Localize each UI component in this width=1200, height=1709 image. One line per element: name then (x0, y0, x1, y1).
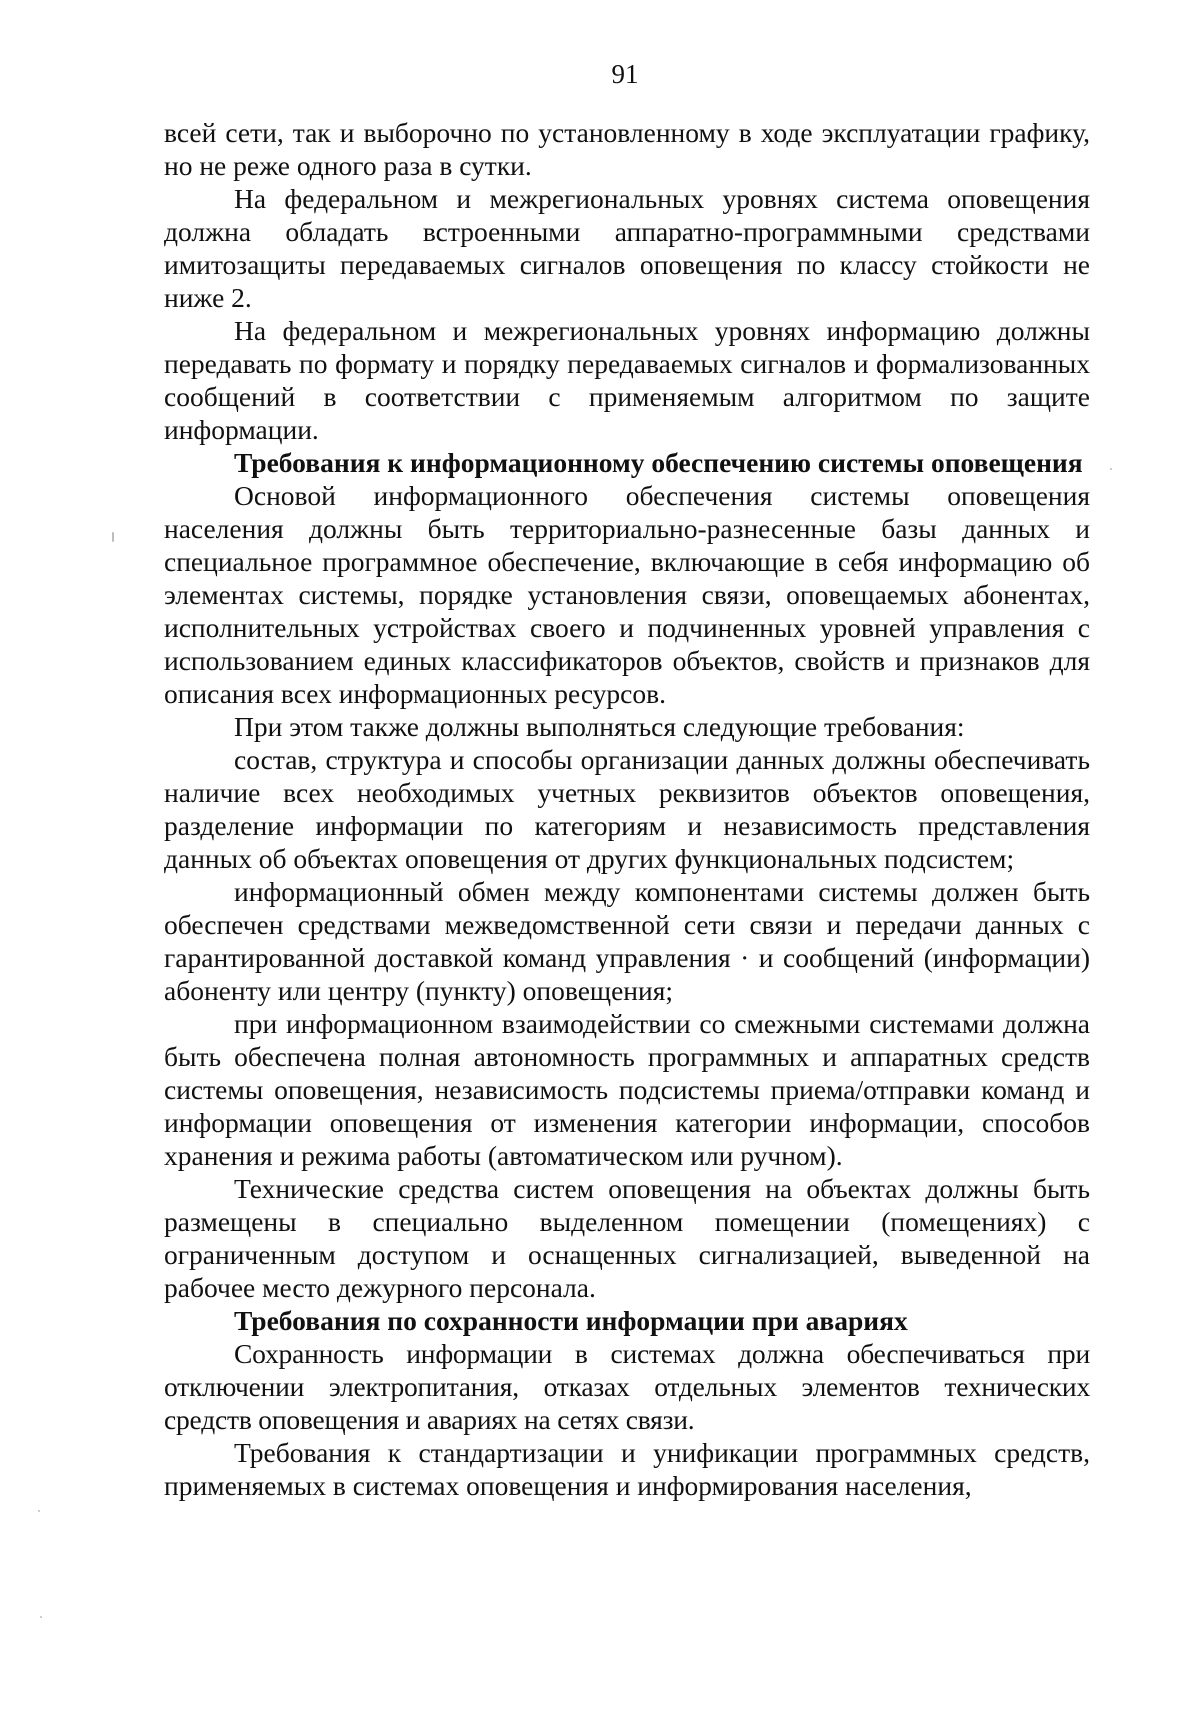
paragraph-information-format: На федеральном и межрегиональных уровнях информацию должны передавать по формату и порядку передаваемых сигналов и формализованных сообщений в соответствии с применяемым алгоритмом по защите информации. (164, 315, 1090, 445)
scan-speck (38, 1510, 40, 1512)
paragraph-autonomy: при информационном взаимодействии со смежными системами должна быть обеспечена полная автономность программных и аппаратных средств системы оповещения, независимость подсистемы приема/отправки команд и информации оповещения от изменения категории информации, способов хранения и режима работы (автоматическом или ручном). (164, 1008, 1090, 1171)
paragraph-information-support: Основой информационного обеспечения системы оповещения населения должны быть территориально-разнесенные базы данных и специальное программное обеспечение, включающие в себя информацию об элементах системы, порядке установления связи, оповещаемых абонентах, исполнительных устройствах своего и подчиненных уровней управления с использованием единых классификаторов объектов, свойств и признаков для описания всех информационных ресурсов. (164, 480, 1090, 709)
paragraph-equipment-room: Технические средства систем оповещения на объектах должны быть размещены в специально выделенном помещении (помещениях) с ограниченным доступом и оснащенных сигнализацией, выведенной на рабочее место дежурного персонала. (164, 1173, 1090, 1303)
scan-speck (1110, 468, 1112, 470)
paragraph-requirements-intro: При этом также должны выполняться следующие требования: (234, 711, 965, 742)
paragraph-data-structure: состав, структура и способы организации данных должны обеспечивать наличие всех необходимых учетных реквизитов объектов оповещения, разделение информации по категориям и независимость представления данных об объектах оповещения от других функциональных подсистем; (164, 744, 1090, 874)
paragraph-network-check: всей сети, так и выборочно по установленному в ходе эксплуатации графику, но не реже одного раза в сутки. (164, 117, 1090, 181)
document-body (164, 116, 1090, 1502)
paragraph-signal-protection: На федеральном и межрегиональных уровнях система оповещения должна обладать встроенными аппаратно-программными средствами имитозащиты передаваемых сигналов оповещения по классу стойкости не ниже 2. (164, 183, 1090, 313)
paragraph-information-preservation: Сохранность информации в системах должна обеспечиваться при отключении электропитания, отказах отдельных элементов технических средств оповещения и авариях на сетях связи. (164, 1338, 1090, 1435)
paragraph-data-exchange: информационный обмен между компонентами системы должен быть обеспечен средствами межведомственной сети связи и передачи данных с гарантированной доставкой команд управления · и сообщений (информации) абоненту или центру (пункту) оповещения; (164, 876, 1090, 1006)
scan-speck (112, 532, 114, 542)
page-number: 91 (611, 59, 639, 89)
paragraph-standardization: Требования к стандартизации и унификации программных средств, применяемых в системах оповещения и информирования населения, (164, 1437, 1090, 1501)
heading-information-preservation: Требования по сохранности информации при авариях (234, 1305, 908, 1336)
scan-speck (40, 1616, 42, 1618)
heading-information-support: Требования к информационному обеспечению системы оповещения (234, 447, 1083, 478)
